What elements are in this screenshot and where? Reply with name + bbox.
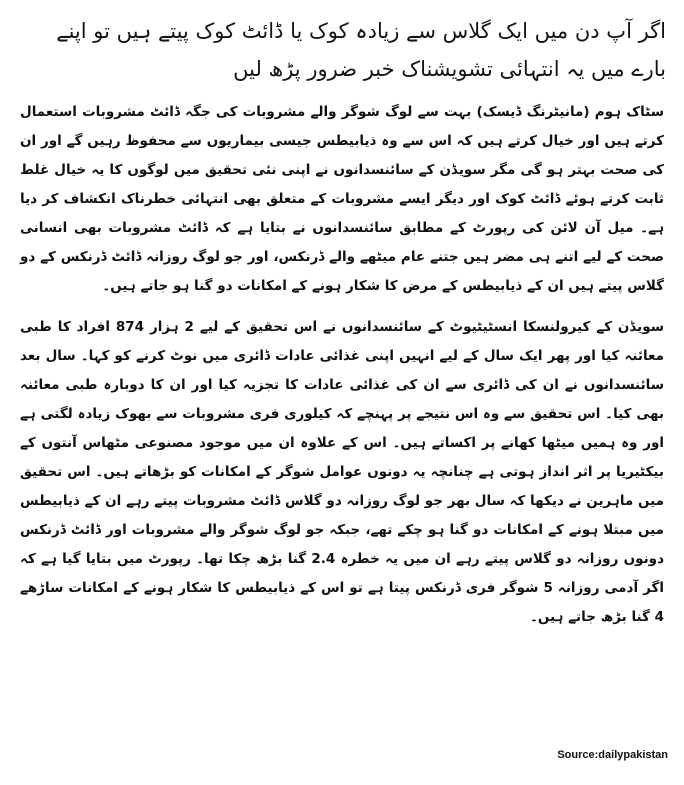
source-credit: Source:dailypakistan [557,749,668,761]
article-paragraph-2: سویڈن کے کیرولنسکا انسٹیٹیوٹ کے سائنسدانوں نے اس تحقیق کے لیے 2 ہزار 874 افراد کا طبی معائنہ کیا اور پھر ایک سال کے لیے انہیں اپنی غذائی عادات ڈائری میں نوٹ کرنے کو کہا۔ سال بعد سائنسدانوں نے ان کی ڈائری سے ان کی غذائی عادات کا تجزیہ کیا اور ان کا دوبارہ طبی معائنہ بھی کیا۔ اس تحقیق سے وہ اس نتیجے پر پہنچے کہ کیلوری فری مشروبات سے بھوک زیادہ لگتی ہے اور وہ ہمیں میٹھا کھانے پر اکساتے ہیں۔ اس کے علاوہ ان میں موجود مصنوعی مٹھاس آنتوں کے بیکٹیریا پر اثر انداز ہوتی ہے چنانچہ یہ دونوں عوامل شوگر کے امکانات کو بڑھاتے ہیں۔ اس تحقیق میں ماہرین نے دیکھا کہ سال بھر جو لوگ روزانہ دو گلاس ڈائٹ مشروبات پیتے رہے ان کے ذیابیطس میں مبتلا ہونے کے امکانات دو گنا ہو چکے تھے، جبکہ جو لوگ شوگر والے مشروبات اور ڈائٹ ڈرنکس دونوں روزانہ دو گلاس پیتے رہے ان میں یہ خطرہ 2.4 گنا بڑھ چکا تھا۔ رپورٹ میں بتایا گیا ہے کہ اگر آدمی روزانہ 5 شوگر فری ڈرنکس پیتا ہے تو اس کے ذیابیطس کا شکار ہونے کے امکانات ساڑھے 4 گنا بڑھ جاتے ہیں۔ [20,319,664,625]
article-headline: اگر آپ دن میں ایک گلاس سے زیادہ کوک یا ڈائٹ کوک پیتے ہیں تو اپنے بارے میں یہ انتہائی تشویشناک خبر ضرور پڑھ لیں [56,19,666,81]
article-paragraph-1: سٹاک ہوم (مانیٹرنگ ڈیسک) بہت سے لوگ شوگر والے مشروبات کی جگہ ڈائٹ مشروبات استعمال کرتے ہیں اور خیال کرتے ہیں کہ اس سے وہ ذیابیطس جیسی بیماریوں سے محفوظ رہیں گے اور ان کی صحت بہتر ہو گی مگر سویڈن کے سائنسدانوں نے اپنی نئی تحقیق میں لوگوں کا یہ خیال غلط ثابت کرتے ہوئے ڈائٹ کوک اور دیگر ایسے مشروبات کے متعلق بھی انتہائی خطرناک انکشاف کر دیا ہے۔ میل آن لائن کی رپورٹ کے مطابق سائنسدانوں نے بتایا ہے کہ ڈائٹ مشروبات بھی انسانی صحت کے لیے اتنے ہی مضر ہیں جتنے عام میٹھے والے ڈرنکس، اور جو لوگ روزانہ ڈائٹ ڈرنکس کے دو گلاس پیتے ہیں ان کے ذیابیطس کے مرض کا شکار ہونے کے امکانات دو گنا ہو جاتے ہیں۔ [20,104,664,294]
